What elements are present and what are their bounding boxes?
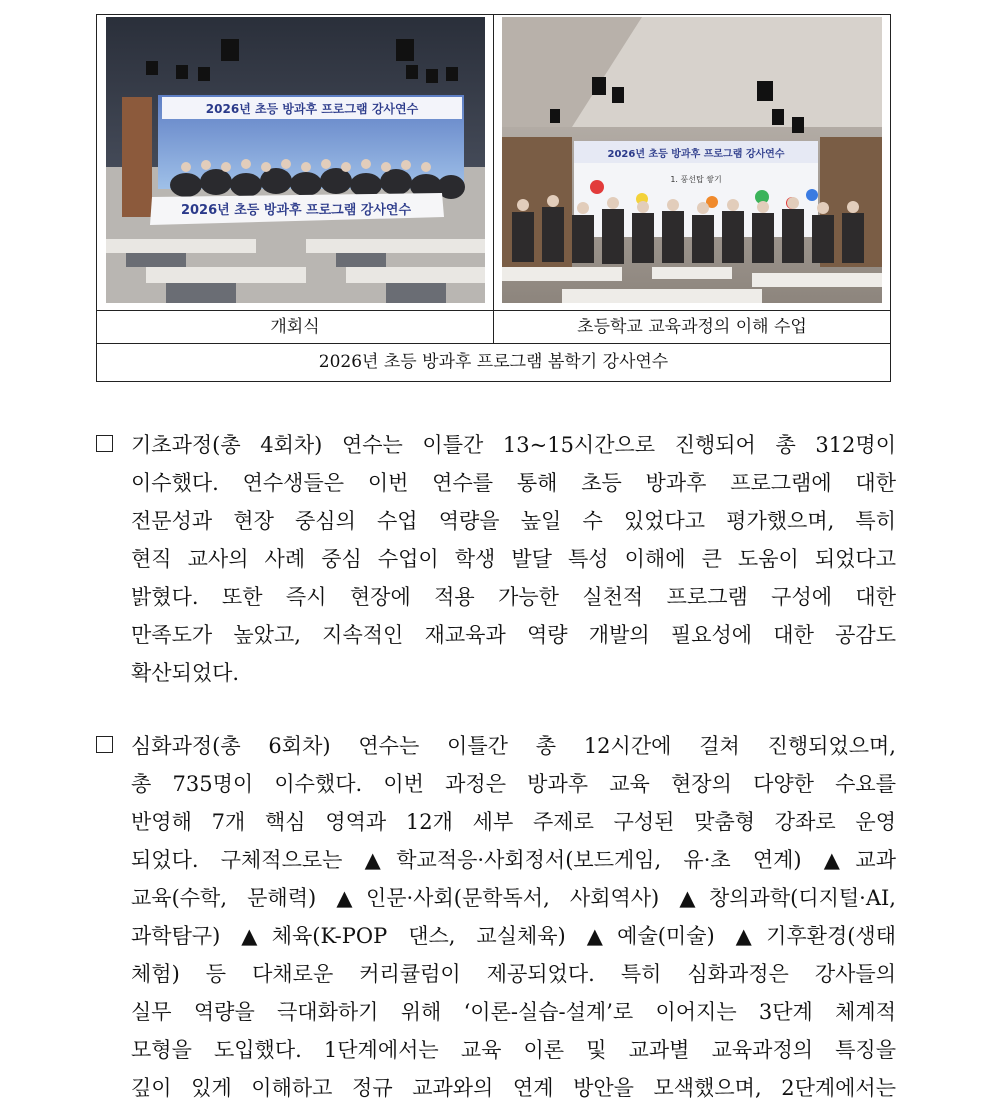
opening-ceremony-caption: 개회식 (97, 311, 494, 343)
photo-table (96, 14, 891, 382)
group-photo-icon (106, 17, 485, 303)
screen-banner-text: 2026년 초등 방과후 프로그램 강사연수 (205, 102, 419, 116)
paragraph-line: 확산되었다. (131, 661, 240, 685)
paragraph-line: 밝혔다. 또한 즉시 현장에 적용 가능한 실천적 프로그램 구성에 대한 (131, 585, 896, 609)
paragraph-line: 실무 역량을 극대화하기 위해 ‘이론-실습-설계’로 이어지는 3단계 체계적 (131, 1000, 896, 1024)
paragraph-line: 모형을 도입했다. 1단계에서는 교육 이론 및 교과별 교육과정의 특징을 (131, 1038, 896, 1062)
checkbox-bullet-icon (96, 435, 113, 452)
advanced-course-paragraph (96, 727, 896, 1107)
photo-table-title: 2026년 초등 방과후 프로그램 봄학기 강사연수 (318, 352, 669, 372)
caption-row (97, 310, 890, 344)
checkbox-bullet-icon (96, 736, 113, 753)
paragraph-line: 현직 교사의 사례 중심 수업이 학생 발달 특성 이해에 큰 도움이 되었다고 (131, 547, 896, 571)
slide-text: 1. 풍선탑 쌓기 (670, 175, 722, 184)
paragraph-line: 체험) 등 다채로운 커리큘럼이 제공되었다. 특히 심화과정은 강사들의 (131, 962, 896, 986)
screen-banner-text: 2026년 초등 방과후 프로그램 강사연수 (607, 149, 785, 160)
paragraph-line: 만족도가 높았고, 지속적인 재교육과 역량 개발의 필요성에 대한 공감도 (131, 623, 896, 647)
paragraph-line: 기초과정(총 4회차) 연수는 이틀간 13~15시간으로 진행되어 총 312명이 (131, 433, 896, 457)
opening-ceremony-photo-cell (97, 15, 494, 310)
curriculum-class-caption: 초등학교 교육과정의 이해 수업 (577, 317, 807, 337)
paragraph-line: 반영해 7개 핵심 영역과 12개 세부 주제로 구성된 맞춤형 강좌로 운영 (131, 810, 896, 834)
paragraph-line: 과학탐구) ▲체육(K-POP 댄스, 교실체육) ▲예술(미술) ▲기후환경(생태 (131, 924, 896, 948)
paragraph-line: 전문성과 현장 중심의 수업 역량을 높일 수 있었다고 평가했으며, 특히 (131, 509, 896, 533)
paragraph-line: 이수했다. 연수생들은 이번 연수를 통해 초등 방과후 프로그램에 대한 (131, 471, 896, 495)
paragraph-line: 총 735명이 이수했다. 이번 과정은 방과후 교육 현장의 다양한 수요를 (131, 772, 896, 796)
paragraph-line: 되었다. 구체적으로는 ▲학교적응·사회정서(보드게임, 유·초 연계) ▲교과 (131, 848, 896, 872)
paragraph-line: 교육(수학, 문해력) ▲인문·사회(문학독서, 사회역사) ▲창의과학(디지털·AI, (131, 886, 896, 910)
paragraph-line: 깊이 있게 이해하고 정규 교과와의 연계 방안을 모색했으며, 2단계에서는 (131, 1076, 896, 1100)
basic-course-paragraph (96, 426, 896, 692)
held-banner-text: 2026년 초등 방과후 프로그램 강사연수 (180, 203, 412, 218)
classroom-photo-icon (502, 17, 882, 303)
curriculum-class-photo-cell (494, 15, 890, 310)
paragraph-line: 심화과정(총 6회차) 연수는 이틀간 총 12시간에 걸쳐 진행되었으며, (131, 734, 896, 758)
